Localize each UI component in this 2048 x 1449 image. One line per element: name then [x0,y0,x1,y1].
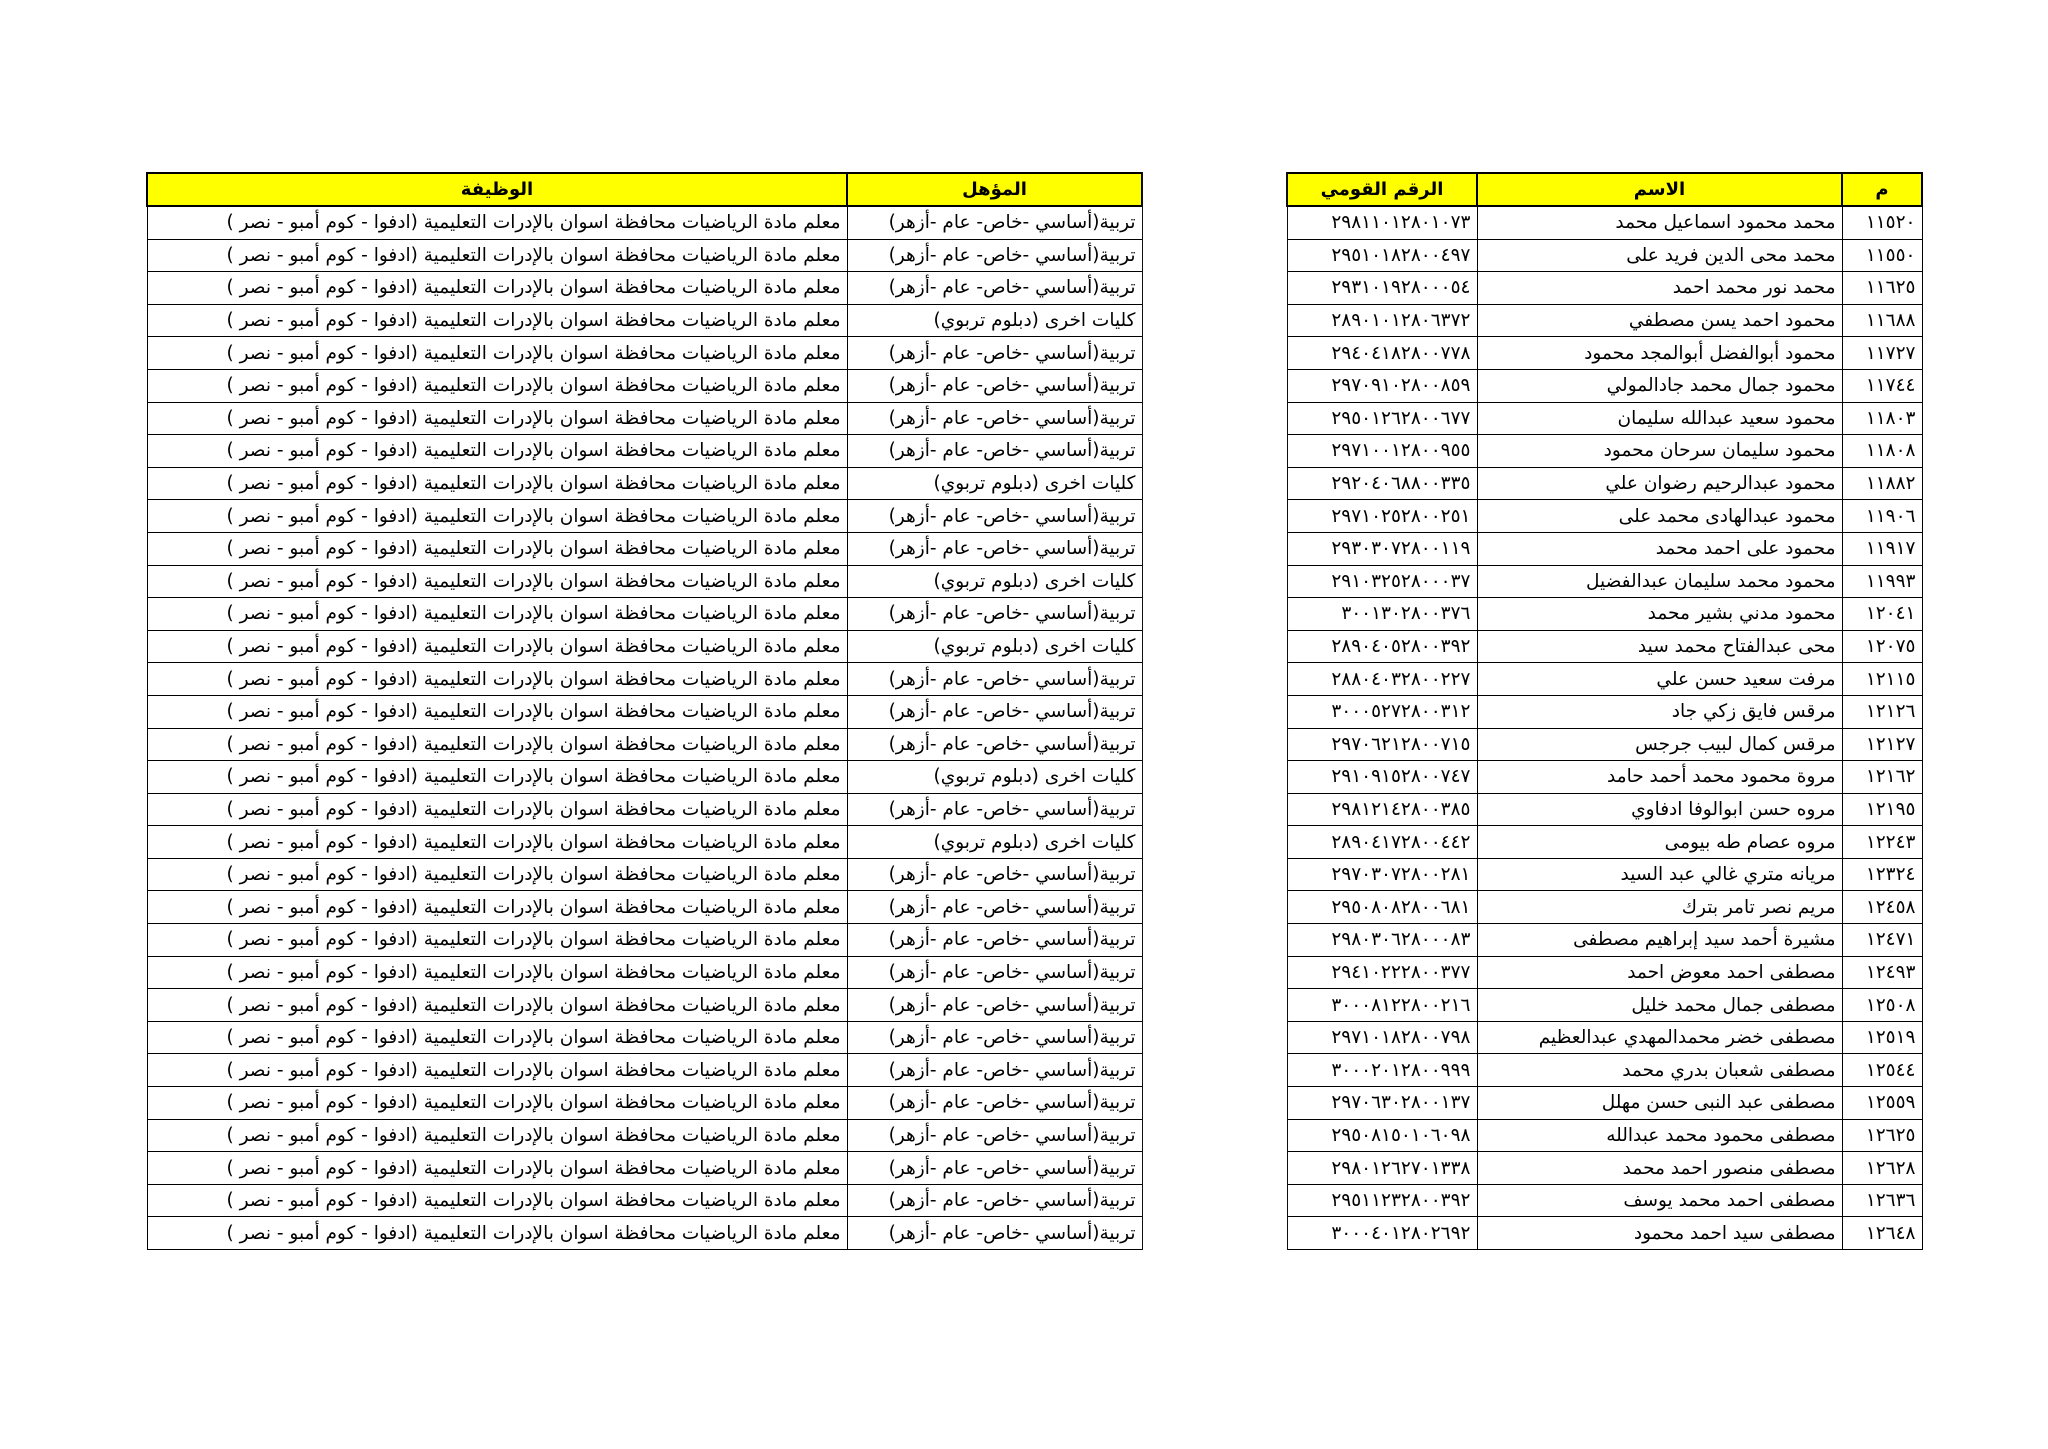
row-job: معلم مادة الرياضيات محافظة اسوان بالإدرات التعليمية (ادفوا - كوم أمبو - نصر ) [147,565,847,598]
table-row [1287,858,1922,891]
jobs-table [146,172,1143,1250]
row-job: معلم مادة الرياضيات محافظة اسوان بالإدرات التعليمية (ادفوا - كوم أمبو - نصر ) [147,304,847,337]
row-national-id: ٢٨٨٠٤٠٣٢٨٠٠٢٢٧ [1287,663,1477,696]
row-job: معلم مادة الرياضيات محافظة اسوان بالإدرات التعليمية (ادفوا - كوم أمبو - نصر ) [147,1184,847,1217]
row-job: معلم مادة الرياضيات محافظة اسوان بالإدرات التعليمية (ادفوا - كوم أمبو - نصر ) [147,1152,847,1185]
row-national-id: ٢٩٨٠٣٠٦٢٨٠٠٠٨٣ [1287,924,1477,957]
row-job: معلم مادة الرياضيات محافظة اسوان بالإدرات التعليمية (ادفوا - كوم أمبو - نصر ) [147,630,847,663]
header-job: الوظيفة [147,173,847,206]
table-row [1287,467,1922,500]
table-row [147,663,1142,696]
row-name: مصطفى احمد معوض احمد [1477,956,1842,989]
row-national-id: ٢٨٩٠٤١٧٢٨٠٠٤٤٢ [1287,826,1477,859]
table-row [147,467,1142,500]
table-row [1287,239,1922,272]
row-name: مصطفى محمود محمد عبدالله [1477,1119,1842,1152]
table-row [147,500,1142,533]
row-qualification: تربية(أساسي -خاص- عام -أزهر) [847,239,1142,272]
row-national-id: ٢٩٧١٠١٨٢٨٠٠٧٩٨ [1287,1021,1477,1054]
table-row [1287,337,1922,370]
row-national-id: ٢٩٣٠٣٠٧٢٨٠٠١١٩ [1287,532,1477,565]
table-row [147,206,1142,239]
row-national-id: ٣٠٠٠٢٠١٢٨٠٠٩٩٩ [1287,1054,1477,1087]
row-national-id: ٢٩٤٠٤١٨٢٨٠٠٧٧٨ [1287,337,1477,370]
table-row [1287,1021,1922,1054]
table-row [147,761,1142,794]
table-row [1287,565,1922,598]
row-job: معلم مادة الرياضيات محافظة اسوان بالإدرات التعليمية (ادفوا - كوم أمبو - نصر ) [147,1217,847,1250]
row-job: معلم مادة الرياضيات محافظة اسوان بالإدرات التعليمية (ادفوا - كوم أمبو - نصر ) [147,239,847,272]
row-name: مريانه متري غالي عبد السيد [1477,858,1842,891]
table-row [1287,728,1922,761]
row-name: مرفت سعيد حسن علي [1477,663,1842,696]
table-row [1287,1217,1922,1250]
row-number: ١٢٤٥٨ [1842,891,1922,924]
table-row [147,337,1142,370]
header-num: م [1842,173,1922,206]
row-name: مصطفى شعبان بدري محمد [1477,1054,1842,1087]
names-table [1286,172,1923,1250]
row-name: محمود سعيد عبدالله سليمان [1477,402,1842,435]
row-qualification: تربية(أساسي -خاص- عام -أزهر) [847,1152,1142,1185]
table-row [1287,1119,1922,1152]
table-row [1287,989,1922,1022]
header-national-id: الرقم القومي [1287,173,1477,206]
table-row [1287,304,1922,337]
row-job: معلم مادة الرياضيات محافظة اسوان بالإدرات التعليمية (ادفوا - كوم أمبو - نصر ) [147,435,847,468]
table-row [1287,826,1922,859]
row-name: محمد محى الدين فريد على [1477,239,1842,272]
row-job: معلم مادة الرياضيات محافظة اسوان بالإدرات التعليمية (ادفوا - كوم أمبو - نصر ) [147,858,847,891]
row-number: ١٢٤٩٣ [1842,956,1922,989]
row-job: معلم مادة الرياضيات محافظة اسوان بالإدرات التعليمية (ادفوا - كوم أمبو - نصر ) [147,1119,847,1152]
row-number: ١١٩٠٦ [1842,500,1922,533]
table-row [1287,598,1922,631]
row-job: معلم مادة الرياضيات محافظة اسوان بالإدرات التعليمية (ادفوا - كوم أمبو - نصر ) [147,891,847,924]
names-table-header [1287,173,1922,206]
row-job: معلم مادة الرياضيات محافظة اسوان بالإدرات التعليمية (ادفوا - كوم أمبو - نصر ) [147,663,847,696]
row-name: مصطفى احمد محمد يوسف [1477,1184,1842,1217]
row-qualification: تربية(أساسي -خاص- عام -أزهر) [847,1184,1142,1217]
row-job: معلم مادة الرياضيات محافظة اسوان بالإدرات التعليمية (ادفوا - كوم أمبو - نصر ) [147,728,847,761]
row-qualification: تربية(أساسي -خاص- عام -أزهر) [847,663,1142,696]
row-name: محمود مدني بشير محمد [1477,598,1842,631]
row-job: معلم مادة الرياضيات محافظة اسوان بالإدرات التعليمية (ادفوا - كوم أمبو - نصر ) [147,402,847,435]
row-qualification: تربية(أساسي -خاص- عام -أزهر) [847,695,1142,728]
row-qualification: تربية(أساسي -خاص- عام -أزهر) [847,402,1142,435]
row-job: معلم مادة الرياضيات محافظة اسوان بالإدرات التعليمية (ادفوا - كوم أمبو - نصر ) [147,272,847,305]
table-row [147,402,1142,435]
table-row [147,272,1142,305]
row-qualification: كليات اخرى (دبلوم تربوي) [847,565,1142,598]
row-name: مرقس كمال لبيب جرجس [1477,728,1842,761]
row-number: ١٢٥٤٤ [1842,1054,1922,1087]
row-qualification: تربية(أساسي -خاص- عام -أزهر) [847,858,1142,891]
table-row [1287,924,1922,957]
row-number: ١٢٢٤٣ [1842,826,1922,859]
row-national-id: ٢٩٤١٠٢٢٢٨٠٠٣٧٧ [1287,956,1477,989]
row-qualification: تربية(أساسي -خاص- عام -أزهر) [847,500,1142,533]
row-qualification: كليات اخرى (دبلوم تربوي) [847,761,1142,794]
row-qualification: تربية(أساسي -خاص- عام -أزهر) [847,1054,1142,1087]
row-national-id: ٢٨٩٠٤٠٥٢٨٠٠٣٩٢ [1287,630,1477,663]
fade-edge-right [1240,172,1290,1262]
table-row [1287,891,1922,924]
row-national-id: ٢٩٧٠٣٠٧٢٨٠٠٢٨١ [1287,858,1477,891]
row-number: ١١٦٨٨ [1842,304,1922,337]
table-row [147,1184,1142,1217]
row-qualification: تربية(أساسي -خاص- عام -أزهر) [847,1021,1142,1054]
row-name: محمود عبدالرحيم رضوان علي [1477,467,1842,500]
row-national-id: ٣٠٠٠٤٠١٢٨٠٢٦٩٢ [1287,1217,1477,1250]
row-number: ١١٨٠٨ [1842,435,1922,468]
table-row [147,891,1142,924]
table-row [147,989,1142,1022]
row-name: مصطفى سيد احمد محمود [1477,1217,1842,1250]
table-row [1287,663,1922,696]
row-number: ١١٨٨٢ [1842,467,1922,500]
table-row [1287,1184,1922,1217]
row-number: ١٢٦٤٨ [1842,1217,1922,1250]
row-name: محمود احمد يسن مصطفي [1477,304,1842,337]
row-number: ١١٥٢٠ [1842,206,1922,239]
table-row [147,1119,1142,1152]
row-job: معلم مادة الرياضيات محافظة اسوان بالإدرات التعليمية (ادفوا - كوم أمبو - نصر ) [147,924,847,957]
row-number: ١١٩٩٣ [1842,565,1922,598]
row-qualification: تربية(أساسي -خاص- عام -أزهر) [847,989,1142,1022]
table-row [147,1054,1142,1087]
row-qualification: تربية(أساسي -خاص- عام -أزهر) [847,435,1142,468]
table-row [147,695,1142,728]
row-qualification: تربية(أساسي -خاص- عام -أزهر) [847,337,1142,370]
table-row [147,1087,1142,1120]
table-row [1287,272,1922,305]
table-row [147,793,1142,826]
row-national-id: ٢٩٧٠٦٣٠٢٨٠٠١٣٧ [1287,1087,1477,1120]
row-name: مروه حسن ابوالوفا ادفاوي [1477,793,1842,826]
row-qualification: كليات اخرى (دبلوم تربوي) [847,467,1142,500]
row-number: ١٢١١٥ [1842,663,1922,696]
row-national-id: ٢٩٧٠٩١٠٢٨٠٠٨٥٩ [1287,369,1477,402]
row-national-id: ٢٩٨١١٠١٢٨٠١٠٧٣ [1287,206,1477,239]
row-number: ١٢٥٥٩ [1842,1087,1922,1120]
row-number: ١٢٣٢٤ [1842,858,1922,891]
row-name: محمود عبدالهادى محمد على [1477,500,1842,533]
table-row [1287,1152,1922,1185]
table-row [147,565,1142,598]
table-row [1287,956,1922,989]
row-job: معلم مادة الرياضيات محافظة اسوان بالإدرات التعليمية (ادفوا - كوم أمبو - نصر ) [147,598,847,631]
row-qualification: تربية(أساسي -خاص- عام -أزهر) [847,728,1142,761]
table-row [147,598,1142,631]
table-row [1287,402,1922,435]
row-number: ١١٥٥٠ [1842,239,1922,272]
row-name: مروه عصام طه بيومى [1477,826,1842,859]
row-qualification: تربية(أساسي -خاص- عام -أزهر) [847,924,1142,957]
table-row [1287,500,1922,533]
row-national-id: ٢٨٩٠١٠١٢٨٠٦٣٧٢ [1287,304,1477,337]
row-name: مرقس فايق زكي جاد [1477,695,1842,728]
row-qualification: تربية(أساسي -خاص- عام -أزهر) [847,532,1142,565]
table-row [147,369,1142,402]
row-national-id: ٢٩٥٠٨١٥٠١٠٦٠٩٨ [1287,1119,1477,1152]
row-name: محى عبدالفتاح محمد سيد [1477,630,1842,663]
row-number: ١١٧٤٤ [1842,369,1922,402]
row-qualification: كليات اخرى (دبلوم تربوي) [847,826,1142,859]
row-name: مشيرة أحمد سيد إبراهيم مصطفى [1477,924,1842,957]
names-table-body [1287,206,1922,1250]
row-job: معلم مادة الرياضيات محافظة اسوان بالإدرات التعليمية (ادفوا - كوم أمبو - نصر ) [147,467,847,500]
row-job: معلم مادة الرياضيات محافظة اسوان بالإدرات التعليمية (ادفوا - كوم أمبو - نصر ) [147,369,847,402]
table-row [147,304,1142,337]
row-name: محمود جمال محمد جادالمولي [1477,369,1842,402]
row-name: محمود أبوالفضل أبوالمجد محمود [1477,337,1842,370]
table-row [1287,630,1922,663]
jobs-table-body [147,206,1142,1250]
row-name: محمد نور محمد احمد [1477,272,1842,305]
table-row [1287,532,1922,565]
table-row [147,858,1142,891]
table-row [147,1152,1142,1185]
row-national-id: ٢٩٧١٠٢٥٢٨٠٠٢٥١ [1287,500,1477,533]
table-row [147,239,1142,272]
row-national-id: ٢٩٨١٢١٤٢٨٠٠٣٨٥ [1287,793,1477,826]
row-name: محمود على احمد محمد [1477,532,1842,565]
table-row [147,435,1142,468]
row-qualification: تربية(أساسي -خاص- عام -أزهر) [847,369,1142,402]
table-row [147,924,1142,957]
row-national-id: ٢٩٧٠٦٢١٢٨٠٠٧١٥ [1287,728,1477,761]
row-job: معلم مادة الرياضيات محافظة اسوان بالإدرات التعليمية (ادفوا - كوم أمبو - نصر ) [147,695,847,728]
row-job: معلم مادة الرياضيات محافظة اسوان بالإدرات التعليمية (ادفوا - كوم أمبو - نصر ) [147,500,847,533]
row-name: محمد محمود اسماعيل محمد [1477,206,1842,239]
row-qualification: تربية(أساسي -خاص- عام -أزهر) [847,206,1142,239]
row-national-id: ٣٠٠٠٥٢٧٢٨٠٠٣١٢ [1287,695,1477,728]
row-job: معلم مادة الرياضيات محافظة اسوان بالإدرات التعليمية (ادفوا - كوم أمبو - نصر ) [147,532,847,565]
row-job: معلم مادة الرياضيات محافظة اسوان بالإدرات التعليمية (ادفوا - كوم أمبو - نصر ) [147,793,847,826]
row-qualification: كليات اخرى (دبلوم تربوي) [847,630,1142,663]
table-row [147,1021,1142,1054]
row-qualification: تربية(أساسي -خاص- عام -أزهر) [847,956,1142,989]
row-number: ١٢٦٢٨ [1842,1152,1922,1185]
row-job: معلم مادة الرياضيات محافظة اسوان بالإدرات التعليمية (ادفوا - كوم أمبو - نصر ) [147,1054,847,1087]
table-row [1287,1087,1922,1120]
row-name: محمود محمد سليمان عبدالفضيل [1477,565,1842,598]
row-national-id: ٢٩٥٠٨٠٨٢٨٠٠٦٨١ [1287,891,1477,924]
row-job: معلم مادة الرياضيات محافظة اسوان بالإدرات التعليمية (ادفوا - كوم أمبو - نصر ) [147,956,847,989]
row-qualification: تربية(أساسي -خاص- عام -أزهر) [847,1119,1142,1152]
row-name: مريم نصر تامر بترك [1477,891,1842,924]
row-number: ١٢٤٧١ [1842,924,1922,957]
row-name: مصطفى خضر محمدالمهدي عبدالعظيم [1477,1021,1842,1054]
table-row [1287,369,1922,402]
row-number: ١١٩١٧ [1842,532,1922,565]
row-number: ١١٧٢٧ [1842,337,1922,370]
row-job: معلم مادة الرياضيات محافظة اسوان بالإدرات التعليمية (ادفوا - كوم أمبو - نصر ) [147,989,847,1022]
row-job: معلم مادة الرياضيات محافظة اسوان بالإدرات التعليمية (ادفوا - كوم أمبو - نصر ) [147,1021,847,1054]
table-row [1287,1054,1922,1087]
table-row [147,630,1142,663]
row-job: معلم مادة الرياضيات محافظة اسوان بالإدرات التعليمية (ادفوا - كوم أمبو - نصر ) [147,337,847,370]
row-number: ١٢٥٠٨ [1842,989,1922,1022]
row-name: مصطفى عبد النبى حسن مهلل [1477,1087,1842,1120]
row-national-id: ٢٩٥٠١٢٦٢٨٠٠٦٧٧ [1287,402,1477,435]
row-name: مصطفى جمال محمد خليل [1477,989,1842,1022]
table-row [1287,793,1922,826]
row-number: ١٢٠٤١ [1842,598,1922,631]
row-number: ١٢١٦٢ [1842,761,1922,794]
row-number: ١٢١٢٦ [1842,695,1922,728]
table-row [1287,435,1922,468]
row-number: ١٢١٩٥ [1842,793,1922,826]
jobs-table-header [147,173,1142,206]
row-national-id: ٢٩٥١٠١٨٢٨٠٠٤٩٧ [1287,239,1477,272]
row-national-id: ٢٩١٠٣٢٥٢٨٠٠٠٣٧ [1287,565,1477,598]
table-row [147,1217,1142,1250]
row-national-id: ٢٩٨٠١٢٦٢٧٠١٣٣٨ [1287,1152,1477,1185]
row-national-id: ٣٠٠١٣٠٢٨٠٠٣٧٦ [1287,598,1477,631]
row-qualification: تربية(أساسي -خاص- عام -أزهر) [847,598,1142,631]
row-number: ١١٦٢٥ [1842,272,1922,305]
row-number: ١٢٦٣٦ [1842,1184,1922,1217]
table-row [147,728,1142,761]
row-job: معلم مادة الرياضيات محافظة اسوان بالإدرات التعليمية (ادفوا - كوم أمبو - نصر ) [147,826,847,859]
header-name: الاسم [1477,173,1842,206]
row-number: ١٢٦٢٥ [1842,1119,1922,1152]
row-national-id: ٢٩٧١٠٠١٢٨٠٠٩٥٥ [1287,435,1477,468]
row-number: ١١٨٠٣ [1842,402,1922,435]
row-number: ١٢٥١٩ [1842,1021,1922,1054]
table-row [147,956,1142,989]
row-number: ١٢٠٧٥ [1842,630,1922,663]
fade-edge-left [1140,172,1180,1262]
row-job: معلم مادة الرياضيات محافظة اسوان بالإدرات التعليمية (ادفوا - كوم أمبو - نصر ) [147,761,847,794]
table-row [1287,206,1922,239]
row-name: مصطفى منصور احمد محمد [1477,1152,1842,1185]
row-qualification: تربية(أساسي -خاص- عام -أزهر) [847,272,1142,305]
row-number: ١٢١٢٧ [1842,728,1922,761]
row-qualification: تربية(أساسي -خاص- عام -أزهر) [847,891,1142,924]
table-row [1287,695,1922,728]
table-row [1287,761,1922,794]
row-qualification: تربية(أساسي -خاص- عام -أزهر) [847,1217,1142,1250]
row-national-id: ٢٩٥١١٢٣٢٨٠٠٣٩٢ [1287,1184,1477,1217]
row-name: محمود سليمان سرحان محمود [1477,435,1842,468]
row-job: معلم مادة الرياضيات محافظة اسوان بالإدرات التعليمية (ادفوا - كوم أمبو - نصر ) [147,206,847,239]
table-row [147,532,1142,565]
row-job: معلم مادة الرياضيات محافظة اسوان بالإدرات التعليمية (ادفوا - كوم أمبو - نصر ) [147,1087,847,1120]
row-name: مروة محمود محمد أحمد حامد [1477,761,1842,794]
header-qualification: المؤهل [847,173,1142,206]
row-national-id: ٢٩١٠٩١٥٢٨٠٠٧٤٧ [1287,761,1477,794]
table-row [147,826,1142,859]
row-national-id: ٣٠٠٠٨١٢٢٨٠٠٢١٦ [1287,989,1477,1022]
row-national-id: ٢٩٣١٠١٩٢٨٠٠٠٥٤ [1287,272,1477,305]
row-qualification: كليات اخرى (دبلوم تربوي) [847,304,1142,337]
row-qualification: تربية(أساسي -خاص- عام -أزهر) [847,793,1142,826]
row-qualification: تربية(أساسي -خاص- عام -أزهر) [847,1087,1142,1120]
row-national-id: ٢٩٢٠٤٠٦٨٨٠٠٣٣٥ [1287,467,1477,500]
